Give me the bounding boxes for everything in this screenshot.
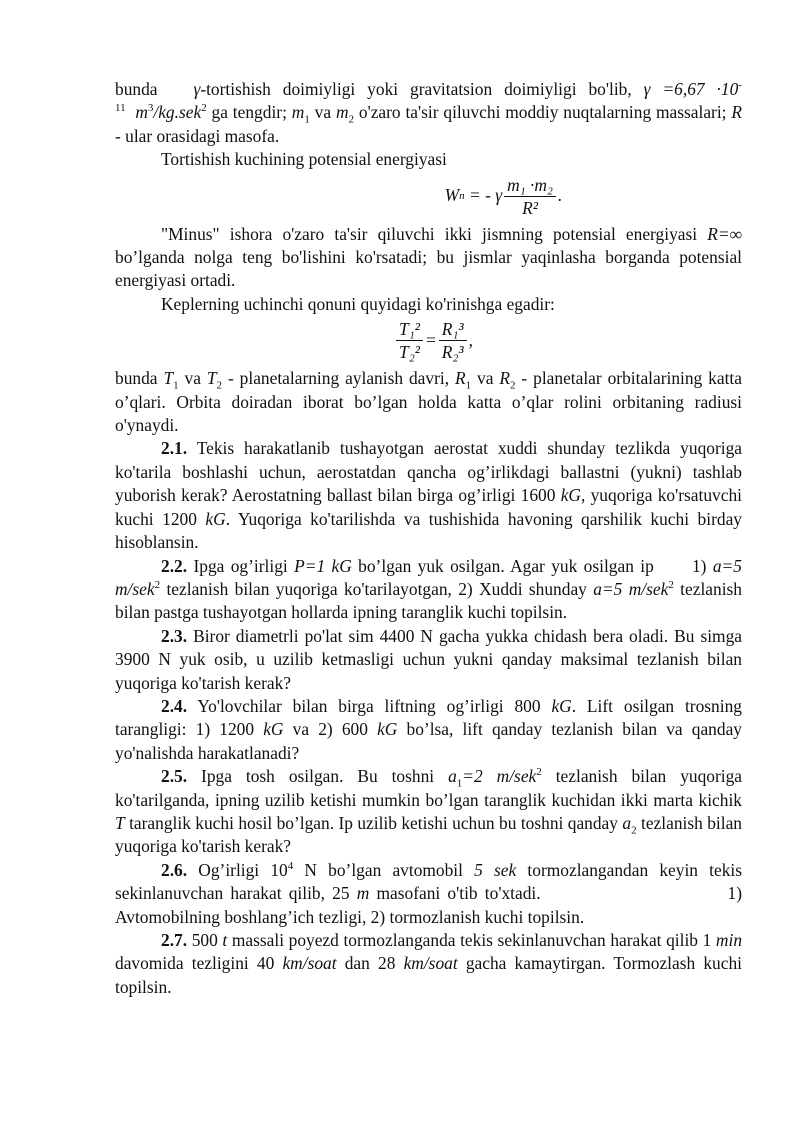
- var-T2: T: [206, 368, 217, 389]
- subscript: 1: [304, 113, 310, 126]
- subscript: 1: [456, 777, 463, 790]
- document-page: [115, 78, 746, 999]
- text: "Minus" ishora o'zaro ta'sir qiluvchi ikki jismning potensial energiyasi: [161, 223, 708, 244]
- var-m1: m: [291, 102, 305, 123]
- denominator: R₂³: [441, 342, 464, 363]
- problem-number: 2.5.: [161, 766, 188, 787]
- numerator: T₁²: [396, 318, 423, 341]
- var-R1: R: [454, 368, 466, 389]
- paragraph-minus-sign: [115, 223, 742, 293]
- paragraph-kepler-explanation: [115, 367, 742, 437]
- paragraph-gravitational-constant: [115, 78, 742, 148]
- numerator: m₁ ·m₂: [504, 174, 556, 197]
- var-acceleration: a=5 m/sek: [593, 578, 669, 599]
- unit: /kg.sek: [153, 102, 202, 123]
- text: tezlanish bilan yuqoriga ko'tarish kerak?: [115, 812, 742, 857]
- var-acceleration: a=5 m/sek: [115, 555, 742, 599]
- formula-fraction-left: [396, 318, 423, 363]
- formula-fraction: [504, 174, 556, 219]
- problem-2-7: [115, 929, 742, 999]
- text: bunda: [115, 79, 158, 99]
- problem-2-5: [115, 765, 742, 859]
- var-P: P=1 kG: [294, 555, 352, 576]
- text: dan 28: [336, 953, 404, 974]
- exponent: -11: [115, 79, 742, 115]
- var-m2: m: [335, 102, 349, 123]
- gamma-value: γ =6,67 ·10: [643, 79, 739, 99]
- text: va: [178, 368, 207, 389]
- problem-2-6: [115, 859, 746, 929]
- text: N bo’lgan avtomobil: [293, 859, 475, 880]
- problem-number: 2.2.: [161, 555, 188, 576]
- text: va 2) 600: [283, 719, 378, 740]
- formula-operator: =: [424, 330, 437, 351]
- text: Yo'lovchilar bilan birga liftning og’irligi 800: [187, 695, 552, 716]
- text: . Lift osilgan trosning tarangligi: 1) 1200: [115, 695, 742, 740]
- text: va: [309, 102, 336, 123]
- formula-kepler: [115, 318, 742, 363]
- exponent: 4: [287, 859, 294, 872]
- problem-number: 2.3.: [161, 625, 188, 646]
- formula-potential-energy: W n = - γ $\frac{\text{m₁ ·m₂}}{\text{R²}}$ .: [444, 174, 563, 218]
- problem-number: 2.7.: [161, 930, 188, 950]
- text: Ipga og’irligi: [187, 555, 295, 576]
- formula-end: .: [557, 185, 563, 206]
- text: bo’lsa, lift qanday tezlanish bilan va qanday yo'nalishda harakatlanadi?: [115, 719, 742, 763]
- unit: min: [715, 930, 743, 950]
- text: gacha kamaytirgan. Tormozlash kuchi topilsin.: [115, 953, 743, 997]
- var-a2: a: [622, 812, 632, 833]
- text: - ular orasidagi masofa.: [115, 125, 280, 146]
- unit: m: [135, 102, 148, 123]
- text: bunda: [115, 368, 164, 389]
- text: tezlanish bilan yuqoriga ko'tarilganda, ipning uzilib ketishi mumkin bo’lgan taranglik kuchidan ikki marta kichik: [115, 766, 743, 810]
- formula-lhs: W: [444, 185, 460, 206]
- subscript: 1: [173, 379, 179, 392]
- text: tormozlangandan keyin tekis sekinlanuvchan harakat qilib, 25: [115, 859, 743, 904]
- text: bo’lganda nolga teng bo'lishini ko'rsatadi; bu jismlar yaqinlasha borganda potensial energiyasi ortadi.: [115, 247, 742, 291]
- problem-number: 2.1.: [161, 438, 188, 459]
- var-R-infinity: R=∞: [707, 223, 742, 244]
- formula-fraction-right: [439, 318, 467, 363]
- paragraph-potential-energy: Tortishish kuchining potensial energiyasi: [161, 149, 447, 170]
- var-R: R: [731, 102, 742, 123]
- formula-end: ,: [468, 330, 473, 351]
- var-T: T: [115, 812, 125, 833]
- text: o'zaro ta'sir qiluvchi moddiy nuqtalarning massalari;: [354, 102, 732, 123]
- text: Ipga tosh osilgan. Bu toshni: [187, 766, 449, 787]
- text: massali poyezd tormozlanganda tekis sekinlanuvchan harakat qilib 1: [227, 930, 716, 950]
- subscript: 2: [509, 379, 516, 392]
- text: taranglik kuchi hosil bo’lgan. Ip uzilib ketishi uchun bu toshni qanday: [124, 812, 623, 833]
- unit: km/soat: [282, 953, 337, 974]
- exponent: 2: [668, 579, 674, 592]
- exponent: 3: [147, 102, 154, 115]
- text: bo’lgan yuk osilgan. Agar yuk osilgan ip 1): [351, 555, 713, 576]
- unit: 5 sek: [474, 859, 517, 880]
- text: yuqoriga ko'rsatuvchi kuchi 1200: [115, 485, 742, 529]
- text: tezlanish bilan pastga tushayotgan hollarda ipning taranglik kuchi topilsin.: [115, 578, 742, 623]
- unit: kG: [263, 719, 284, 740]
- denominator: R²: [522, 197, 538, 218]
- exponent: 2: [201, 102, 207, 115]
- exponent: 2: [154, 579, 161, 592]
- formula-operator: = - γ: [464, 185, 503, 206]
- text: davomida tezligini 40: [115, 953, 283, 974]
- var-acceleration: =2 m/sek: [462, 766, 537, 787]
- exponent: 2: [536, 766, 542, 779]
- text: - planetalar orbitalarining katta o’qlari. Orbita doiradan iborat bo’lgan holda katta o’qlar rolini orbitaning radiusi o'ynaydi.: [115, 368, 742, 436]
- unit: kG: [551, 695, 572, 716]
- text: Og’irligi 10: [187, 859, 288, 880]
- var-R2: R: [499, 368, 510, 389]
- subscript: 1: [465, 379, 472, 392]
- text: ga tengdir;: [206, 102, 292, 123]
- problem-number: 2.6.: [161, 859, 188, 880]
- problem-number: 2.4.: [161, 695, 188, 716]
- subscript: 2: [216, 379, 223, 392]
- gamma-symbol: γ: [193, 79, 201, 99]
- text: -tortishish doimiyligi yoki gravitatsion doimiyligi bo'lib,: [200, 79, 632, 99]
- problem-2-1: [115, 437, 742, 554]
- text: . Yuqoriga ko'tarilishda va tushishida havoning qarshilik kuchi birday hisoblansin.: [115, 508, 742, 553]
- unit: km/soat: [403, 953, 458, 974]
- unit: kG,: [560, 485, 586, 506]
- var-a1: a: [448, 766, 457, 787]
- problem-2-2: [115, 555, 742, 625]
- var-T1: T: [163, 368, 174, 389]
- unit: kG: [205, 508, 226, 529]
- subscript: 2: [348, 113, 355, 126]
- unit: t: [222, 930, 228, 950]
- paragraph-kepler: Keplerning uchinchi qonuni quyidagi ko'rinishga egadir:: [161, 293, 555, 314]
- text: Tekis harakatlanib tushayotgan aerostat xuddi shunday tezlikda yuqoriga ko'tarila boshlashi uchun, aerostatdan qancha og’irlikdagi ballastni (yukni) tashlab yuborish kerak? Aerostatning ballast bilan birga og’irligi 1600: [115, 438, 742, 506]
- subscript: 2: [631, 824, 637, 837]
- problem-2-3: [115, 625, 742, 695]
- problem-2-4: [115, 695, 742, 765]
- text: masofani o'tib to'xtadi. 1) Avtomobilning boshlang’ich tezligi, 2) tormozlanish kuchi topilsin.: [115, 883, 746, 927]
- numerator: R₁³: [439, 318, 467, 341]
- text: 500: [187, 930, 223, 950]
- text: - planetalarning aylanish davri,: [222, 368, 455, 389]
- unit: m: [356, 883, 370, 904]
- denominator: T₂²: [399, 342, 420, 363]
- text: tezlanish bilan yuqoriga ko'tarilayotgan, 2) Xuddi shunday: [160, 578, 594, 599]
- unit: kG: [377, 719, 398, 740]
- text: va: [471, 368, 500, 389]
- text: Biror diametrli po'lat sim 4400 N gacha yukka chidash bera oladi. Bu simga 3900 N yuk osib, u uzilib ketmasligi uchun yukni qanday maksimal tezlanish bilan yuqoriga ko'tarish kerak?: [115, 625, 742, 693]
